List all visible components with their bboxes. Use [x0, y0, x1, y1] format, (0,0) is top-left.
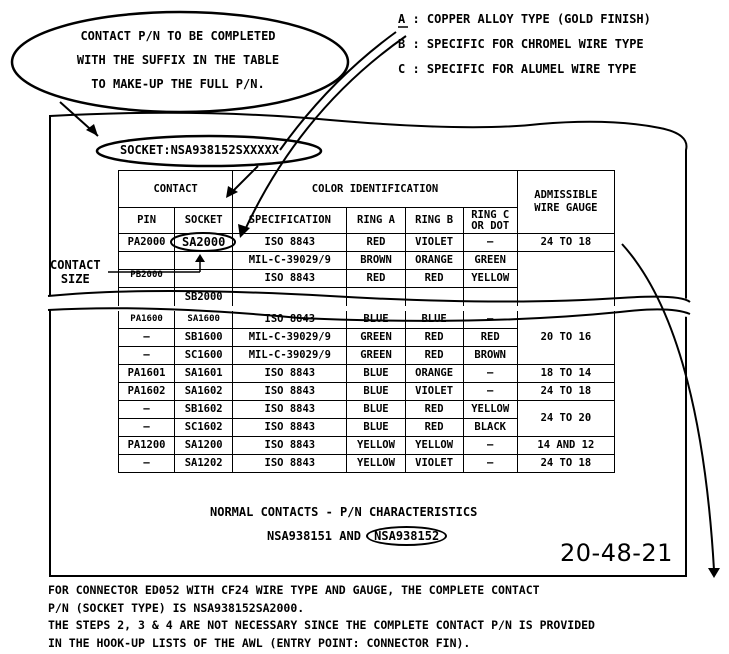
table-row: – SC1602 ISO 8843 BLUE RED BLACK [119, 419, 615, 437]
table-row: MIL-C-39029/9 BROWN ORANGE GREEN [119, 252, 615, 270]
callout-text [58, 24, 298, 96]
table-caption-part-numbers: NSA938151 AND NSA938152 [267, 526, 447, 546]
table-row: PA1602 SA1602 ISO 8843 BLUE VIOLET – 24 TO 18 [119, 383, 615, 401]
header-contact: CONTACT [119, 171, 233, 208]
contact-size-label: CONTACT SIZE [50, 258, 101, 286]
table-row: PB2000 ISO 8843 RED RED YELLOW [119, 270, 615, 288]
socket-part-number: SOCKET:NSA938152SXXXXX [120, 143, 279, 157]
col-specification: SPECIFICATION [233, 208, 347, 234]
table-row: – SB1602 ISO 8843 BLUE RED YELLOW 24 TO 20 [119, 401, 615, 419]
note-line: P/N (SOCKET TYPE) IS NSA938152SA2000. [48, 600, 305, 615]
socket-sa2000: SA2000 [175, 234, 233, 252]
col-pin: PIN [119, 208, 175, 234]
table-row: PA1600 SA1600 ISO 8843 BLUE BLUE – 20 TO 16 [119, 311, 615, 329]
callout-line: WITH THE SUFFIX IN THE TABLE [76, 53, 280, 67]
contact-table-bottom [118, 311, 615, 473]
callout-line: CONTACT P/N TO BE COMPLETED [80, 29, 276, 43]
table-row: SB2000 [119, 288, 615, 307]
col-ring-c: RING C OR DOT [463, 208, 517, 234]
bottom-note [48, 582, 595, 652]
circled-part-number: NSA938152 [366, 526, 447, 546]
table-row: PA1601 SA1601 ISO 8843 BLUE ORANGE – 18 TO 14 [119, 365, 615, 383]
highlight-ellipse [169, 231, 237, 253]
legend-item-b: B : SPECIFIC FOR CHROMEL WIRE TYPE [398, 37, 644, 51]
legend [398, 12, 651, 87]
note-line: IN THE HOOK-UP LISTS OF THE AWL (ENTRY POINT: CONNECTOR FIN). [48, 635, 471, 650]
table-row: – SA1202 ISO 8843 YELLOW VIOLET – 24 TO 18 [119, 455, 615, 473]
legend-item-a: A : COPPER ALLOY TYPE (GOLD FINISH) [398, 12, 651, 26]
header-color-identification: COLOR IDENTIFICATION [233, 171, 518, 208]
table-row: – SB1600 MIL-C-39029/9 GREEN RED RED [119, 329, 615, 347]
col-ring-a: RING A [347, 208, 405, 234]
header-wire-gauge: ADMISSIBLE WIRE GAUGE [517, 171, 614, 234]
col-socket: SOCKET [175, 208, 233, 234]
table-row: – SC1600 MIL-C-39029/9 GREEN RED BROWN [119, 347, 615, 365]
legend-item-c: C : SPECIFIC FOR ALUMEL WIRE TYPE [398, 62, 637, 76]
figure-reference-number: 20-48-21 [560, 539, 673, 567]
table-row: PA2000 SA2000 ISO 8843 RED VIOLET – 24 TO 18 [119, 234, 615, 252]
table-row: PA1200 SA1200 ISO 8843 YELLOW YELLOW – 14 AND 12 [119, 437, 615, 455]
callout-line: TO MAKE-UP THE FULL P/N. [91, 77, 265, 91]
contact-table-top [118, 170, 615, 306]
note-line: THE STEPS 2, 3 & 4 ARE NOT NECESSARY SINCE THE COMPLETE CONTACT P/N IS PROVIDED [48, 618, 595, 632]
note-line: FOR CONNECTOR ED052 WITH CF24 WIRE TYPE AND GAUGE, THE COMPLETE CONTACT [48, 583, 540, 597]
col-ring-b: RING B [405, 208, 463, 234]
table-caption-title: NORMAL CONTACTS - P/N CHARACTERISTICS [210, 505, 478, 519]
